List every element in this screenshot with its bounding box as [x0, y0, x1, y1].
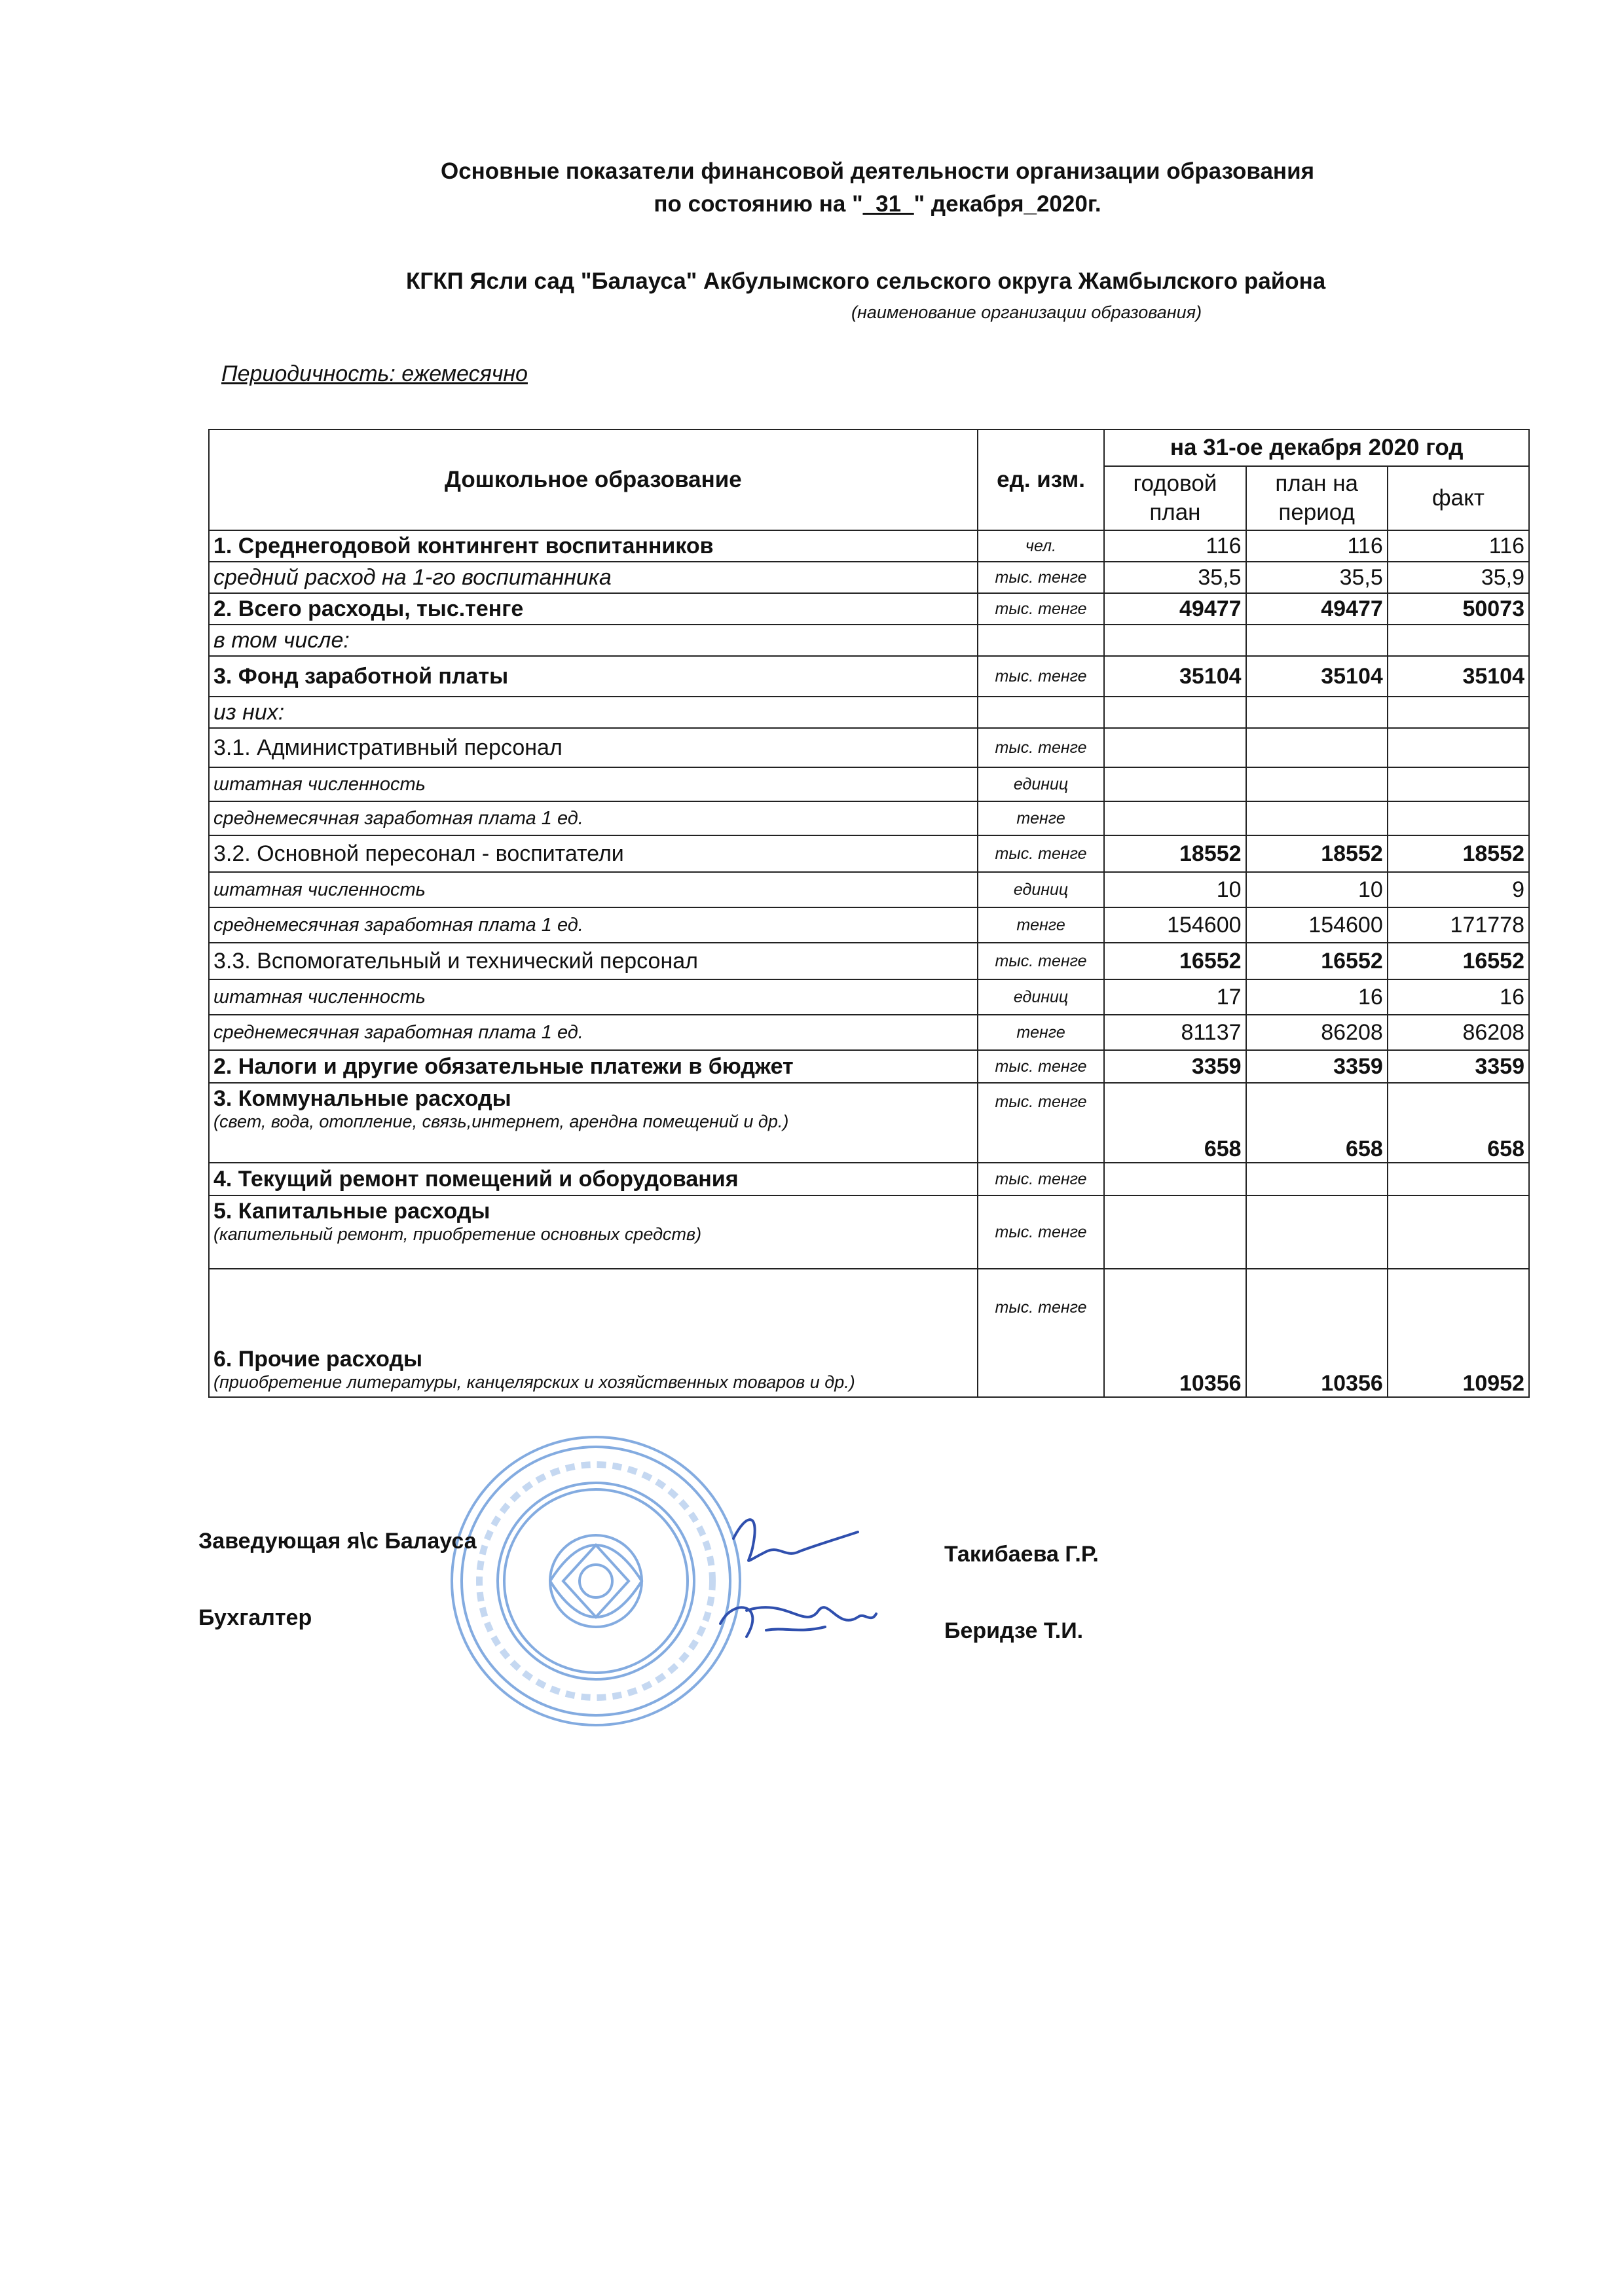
row-period: 16552 — [1246, 943, 1388, 979]
table-row — [209, 801, 1529, 835]
row-fact — [1388, 1163, 1529, 1195]
column-header-unit: ед. изм. — [978, 429, 1105, 530]
row-annual — [1104, 1163, 1246, 1195]
row-unit: тыс. тенге — [978, 562, 1105, 593]
row-name: 1. Среднегодовой контингент воспитанников — [209, 530, 978, 562]
row-unit: тыс. тенге — [978, 835, 1105, 872]
row-name: 2. Налоги и другие обязательные платежи в бюджет — [209, 1050, 978, 1083]
handwritten-signatures-icon — [707, 1499, 877, 1669]
date-prefix: по состоянию на " — [654, 191, 863, 217]
row-unit: тыс. тенге — [978, 1163, 1105, 1195]
row-fact: 35104 — [1388, 656, 1529, 697]
organization-note: (наименование организации образования) — [851, 302, 1202, 322]
row-fact: 116 — [1388, 530, 1529, 562]
row-fact — [1388, 801, 1529, 835]
row-period: 154600 — [1246, 907, 1388, 943]
row-name: среднемесячная заработная плата 1 ед. — [209, 1015, 978, 1050]
row-unit: тыс. тенге — [978, 728, 1105, 767]
document-date-line — [0, 191, 1624, 217]
row-unit: тенге — [978, 1015, 1105, 1050]
table-row — [209, 530, 1529, 562]
table-row — [209, 1195, 1529, 1269]
row-annual: 154600 — [1104, 907, 1246, 943]
row-name — [209, 1083, 978, 1163]
row-unit: тыс. тенге — [978, 1083, 1105, 1163]
table-row — [209, 979, 1529, 1015]
row-annual — [1104, 767, 1246, 801]
table-row — [209, 1163, 1529, 1195]
table-row — [209, 835, 1529, 872]
row-annual: 35104 — [1104, 656, 1246, 697]
row-unit: тыс. тенге — [978, 1050, 1105, 1083]
row-annual: 49477 — [1104, 593, 1246, 625]
row-period: 86208 — [1246, 1015, 1388, 1050]
table-row — [209, 728, 1529, 767]
row-unit: единиц — [978, 872, 1105, 907]
table-row — [209, 656, 1529, 697]
table-row — [209, 1083, 1529, 1163]
row-period: 18552 — [1246, 835, 1388, 872]
row-period — [1246, 767, 1388, 801]
row-name: 4. Текущий ремонт помещений и оборудования — [209, 1163, 978, 1195]
row-period: 10356 — [1246, 1269, 1388, 1397]
row-fact: 86208 — [1388, 1015, 1529, 1050]
column-header-name: Дошкольное образование — [209, 429, 978, 530]
row-annual — [1104, 697, 1246, 728]
row-annual — [1104, 801, 1246, 835]
row-name: из них: — [209, 697, 978, 728]
row-fact: 3359 — [1388, 1050, 1529, 1083]
table-row — [209, 943, 1529, 979]
row-period: 3359 — [1246, 1050, 1388, 1083]
table-row — [209, 697, 1529, 728]
row-name: штатная численность — [209, 979, 978, 1015]
table-row — [209, 1269, 1529, 1397]
row-annual — [1104, 625, 1246, 656]
official-stamp-icon — [445, 1430, 747, 1732]
row-period: 16 — [1246, 979, 1388, 1015]
row-unit: чел. — [978, 530, 1105, 562]
table-row — [209, 907, 1529, 943]
row-annual — [1104, 1195, 1246, 1269]
row-unit: единиц — [978, 979, 1105, 1015]
row-annual: 116 — [1104, 530, 1246, 562]
row-fact — [1388, 625, 1529, 656]
row-unit — [978, 697, 1105, 728]
row-fact: 35,9 — [1388, 562, 1529, 593]
row-annual: 658 — [1104, 1083, 1246, 1163]
row-subtitle: (приобретение литературы, канцелярских и хозяйственных товаров и др.) — [213, 1372, 855, 1392]
row-period: 35,5 — [1246, 562, 1388, 593]
row-unit: тыс. тенге — [978, 656, 1105, 697]
date-suffix: " декабря_2020г. — [913, 191, 1101, 217]
row-unit: тенге — [978, 907, 1105, 943]
row-period — [1246, 728, 1388, 767]
row-name: штатная численность — [209, 872, 978, 907]
accountant-name-label: Беридзе Т.И. — [944, 1618, 1084, 1643]
row-unit: единиц — [978, 767, 1105, 801]
row-fact: 171778 — [1388, 907, 1529, 943]
row-subtitle: (свет, вода, отопление, связь,интернет, арендна помещений и др.) — [213, 1112, 789, 1131]
row-name — [209, 1195, 978, 1269]
row-fact: 16552 — [1388, 943, 1529, 979]
row-annual: 17 — [1104, 979, 1246, 1015]
row-name: в том числе: — [209, 625, 978, 656]
periodicity-label: Периодичность: ежемесячно — [221, 361, 528, 386]
row-name: среднемесячная заработная плата 1 ед. — [209, 907, 978, 943]
row-title: 6. Прочие расходы — [213, 1347, 423, 1372]
row-period: 10 — [1246, 872, 1388, 907]
row-period — [1246, 625, 1388, 656]
row-period: 35104 — [1246, 656, 1388, 697]
row-annual: 10 — [1104, 872, 1246, 907]
row-fact: 9 — [1388, 872, 1529, 907]
row-period — [1246, 801, 1388, 835]
row-period — [1246, 1163, 1388, 1195]
row-fact: 16 — [1388, 979, 1529, 1015]
row-annual: 16552 — [1104, 943, 1246, 979]
row-title: 3. Коммунальные расходы — [213, 1086, 511, 1111]
financial-indicators-table — [208, 429, 1530, 1398]
row-name: 3.3. Вспомогательный и технический персонал — [209, 943, 978, 979]
row-name: 3. Фонд заработной платы — [209, 656, 978, 697]
table-row — [209, 593, 1529, 625]
table-row — [209, 625, 1529, 656]
table-row — [209, 1015, 1529, 1050]
row-annual — [1104, 728, 1246, 767]
organization-name: КГКП Ясли сад "Балауса" Акбулымского сельского округа Жамбылского района — [406, 268, 1326, 294]
row-period: 116 — [1246, 530, 1388, 562]
row-fact: 50073 — [1388, 593, 1529, 625]
row-fact: 658 — [1388, 1083, 1529, 1163]
row-unit: тыс. тенге — [978, 593, 1105, 625]
row-unit: тенге — [978, 801, 1105, 835]
column-header-fact: факт — [1388, 466, 1529, 530]
row-subtitle: (капительный ремонт, приобретение основных средств) — [213, 1224, 702, 1244]
row-name: среднемесячная заработная плата 1 ед. — [209, 801, 978, 835]
row-annual: 3359 — [1104, 1050, 1246, 1083]
row-name: средний расход на 1-го воспитанника — [209, 562, 978, 593]
row-annual: 81137 — [1104, 1015, 1246, 1050]
row-annual: 10356 — [1104, 1269, 1246, 1397]
row-period: 658 — [1246, 1083, 1388, 1163]
table-row — [209, 872, 1529, 907]
row-period — [1246, 1195, 1388, 1269]
row-annual: 35,5 — [1104, 562, 1246, 593]
row-fact: 18552 — [1388, 835, 1529, 872]
head-name-label: Такибаева Г.Р. — [944, 1542, 1099, 1567]
row-fact — [1388, 728, 1529, 767]
row-period: 49477 — [1246, 593, 1388, 625]
accountant-role-label: Бухгалтер — [198, 1605, 312, 1630]
row-unit: тыс. тенге — [978, 943, 1105, 979]
row-name: 3.1. Административный персонал — [209, 728, 978, 767]
row-period — [1246, 697, 1388, 728]
row-name — [209, 1269, 978, 1397]
row-fact — [1388, 697, 1529, 728]
row-fact: 10952 — [1388, 1269, 1529, 1397]
row-title: 5. Капитальные расходы — [213, 1199, 490, 1224]
head-role-label: Заведующая я\с Балауса — [198, 1529, 477, 1554]
row-fact — [1388, 767, 1529, 801]
row-name: 3.2. Основной пересонал - воспитатели — [209, 835, 978, 872]
row-unit: тыс. тенге — [978, 1195, 1105, 1269]
row-name: штатная численность — [209, 767, 978, 801]
table-row — [209, 767, 1529, 801]
row-unit: тыс. тенге — [978, 1269, 1105, 1397]
row-annual: 18552 — [1104, 835, 1246, 872]
row-fact — [1388, 1195, 1529, 1269]
column-header-period-plan: план на период — [1246, 466, 1388, 530]
table-row — [209, 1050, 1529, 1083]
column-header-date-group: на 31-ое декабря 2020 год — [1104, 429, 1529, 466]
column-header-annual-plan: годовой план — [1104, 466, 1246, 530]
row-unit — [978, 625, 1105, 656]
row-name: 2. Всего расходы, тыс.тенге — [209, 593, 978, 625]
date-day: _31_ — [862, 191, 914, 217]
table-row — [209, 562, 1529, 593]
document-title: Основные показатели финансовой деятельности организации образования — [440, 158, 1315, 184]
